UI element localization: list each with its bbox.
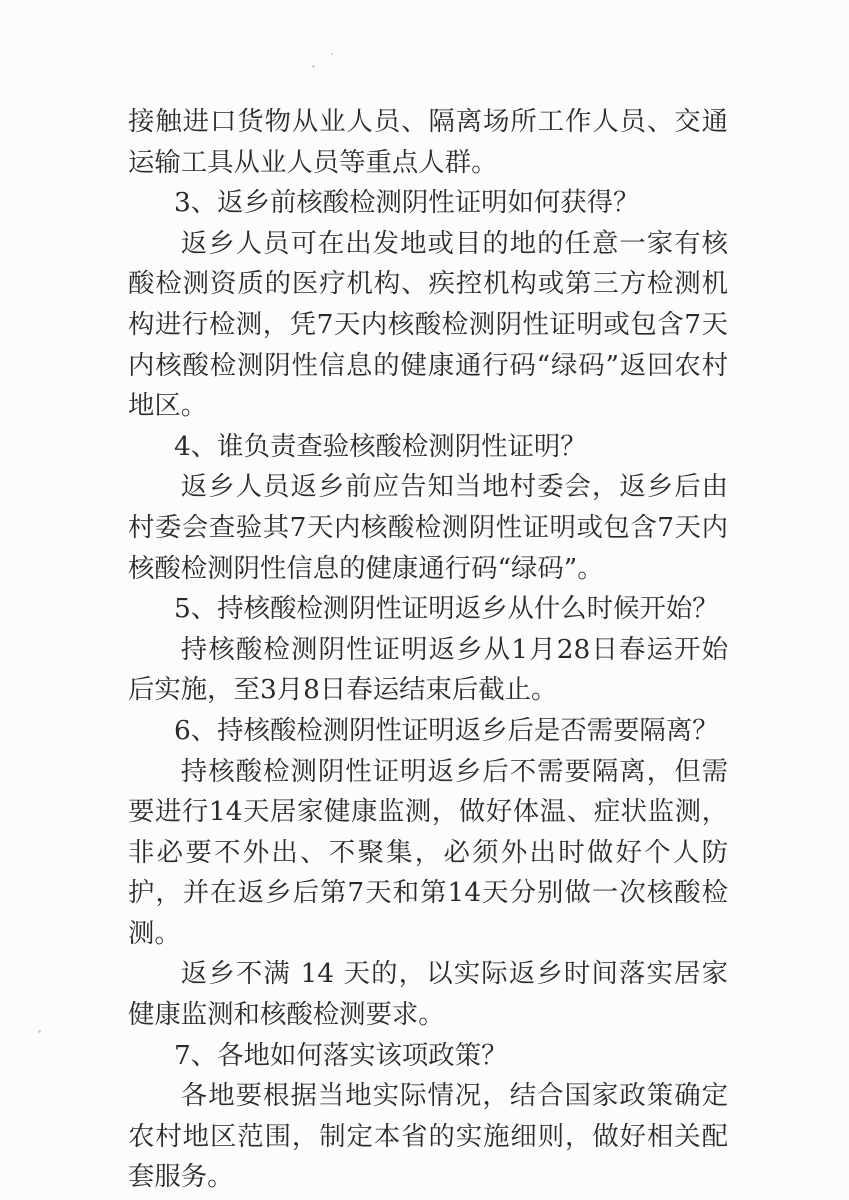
question-heading-5: 5、持核酸检测阴性证明返乡从什么时候开始？ <box>174 593 719 625</box>
answer-paragraph-6a: 持核酸检测阴性证明返乡后不需要隔离，但需要进行14天居家健康监测，做好体温、症状监测，非必要不外出、不聚集，必须外出时做好个人防护，并在返乡后第7天和第14天分别做一次核酸检测。 <box>128 755 728 949</box>
document-body <box>128 102 728 1198</box>
question-heading-4: 4、谁负责查验核酸检测阴性证明？ <box>174 430 587 462</box>
question-heading-7: 7、各地如何落实该项政策？ <box>174 1039 508 1071</box>
answer-paragraph-5: 持核酸检测阴性证明返乡从1月28日春运开始后实施，至3月8日春运结束后截止。 <box>128 633 728 706</box>
paragraph-continuation: 接触进口货物从业人员、隔离场所工作人员、交通运输工具从业人员等重点人群。 <box>128 106 728 178</box>
question-heading-6: 6、持核酸检测阴性证明返乡后是否需要隔离？ <box>174 714 719 746</box>
answer-paragraph-3: 返乡人员可在出发地或目的地的任意一家有核酸检测资质的医疗机构、疾控机构或第三方检测机构进行检测，凭7天内核酸检测阴性证明或包含7天内核酸检测阴性信息的健康通行码“绿码”返回农村地区。 <box>128 227 728 422</box>
question-heading-3: 3、返乡前核酸检测阴性证明如何获得？ <box>174 187 640 219</box>
answer-paragraph-6b: 返乡不满 14 天的，以实际返乡时间落实居家健康监测和核酸检测要求。 <box>128 958 728 1031</box>
answer-paragraph-4: 返乡人员返乡前应告知当地村委会，返乡后由村委会查验其7天内核酸检测阴性证明或包含7天内核酸检测阴性信息的健康通行码“绿码”。 <box>128 471 728 584</box>
scan-speck <box>38 1030 41 1033</box>
scan-speck <box>331 53 333 55</box>
scan-speck <box>312 65 315 68</box>
answer-paragraph-7: 各地要根据当地实际情况，结合国家政策确定农村地区范围，制定本省的实施细则，做好相关配套服务。 <box>128 1080 728 1193</box>
